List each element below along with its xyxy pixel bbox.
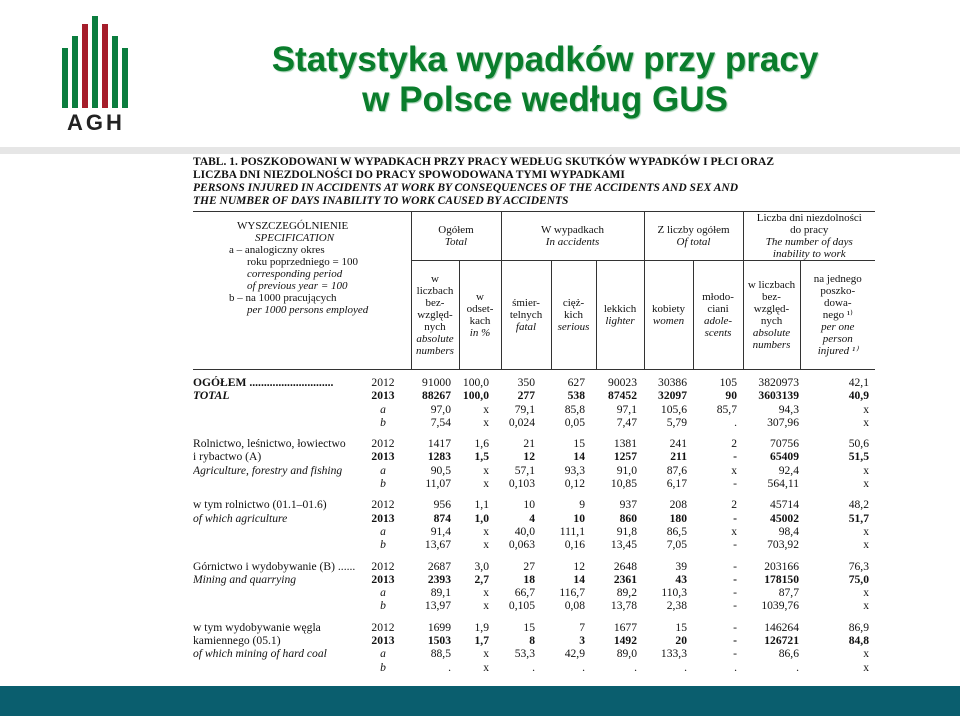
cell-value: 203166 xyxy=(764,559,799,573)
cell-value: x xyxy=(483,415,489,429)
row-label: Agriculture, forestry and fishing xyxy=(193,463,343,477)
cell-value: x xyxy=(731,524,737,538)
table-row xyxy=(193,376,875,389)
row-period: 2012 xyxy=(371,437,395,451)
cell-value: x xyxy=(863,586,869,600)
row-period: b xyxy=(380,415,386,429)
row-label: i rybactwo (A) xyxy=(193,450,262,464)
cell-value: 7,05 xyxy=(666,538,687,552)
cell-value: 1381 xyxy=(613,437,637,451)
cell-value: 85,8 xyxy=(564,402,585,416)
group-days-en-2: inability to work xyxy=(772,248,846,260)
cell-value: x xyxy=(483,538,489,552)
group-days xyxy=(743,212,875,261)
cell-value: 21 xyxy=(523,437,535,451)
group-in-acc-label: W wypadkach xyxy=(541,224,605,236)
cell-value: . xyxy=(582,660,585,674)
caption-en-1: PERSONS INJURED IN ACCIDENTS AT WORK BY CONSEQUENCES OF THE ACCIDENTS AND SEX AND xyxy=(193,182,739,194)
table-row xyxy=(193,389,875,402)
cell-value: 91000 xyxy=(422,376,451,389)
row-period: 2013 xyxy=(371,511,395,525)
row-label xyxy=(193,599,365,612)
cell-value: 1,1 xyxy=(474,498,489,512)
spec-a4: of previous year = 100 xyxy=(247,280,348,292)
cell-value: 0,024 xyxy=(508,415,535,429)
row-period: 2013 xyxy=(371,450,395,464)
cell-value: 86,9 xyxy=(848,620,869,634)
cell-value: 10 xyxy=(573,511,585,525)
cell-value: x xyxy=(483,524,489,538)
table-row xyxy=(193,661,875,674)
caption-pl-1: TABL. 1. POSZKODOWANI W WYPADKACH PRZY PRACY WEDŁUG SKUTKÓW WYPADKÓW I PŁCI ORAZ xyxy=(193,156,775,168)
cell-value: 211 xyxy=(670,450,687,464)
cell-value: 0,12 xyxy=(564,477,585,491)
cell-value: 538 xyxy=(567,389,585,403)
cell-value: 1503 xyxy=(427,634,451,648)
cell-value: 1,6 xyxy=(474,437,489,451)
cell-value: 42,9 xyxy=(564,647,585,661)
cell-value: - xyxy=(733,477,737,491)
spec-a2: roku poprzedniego = 100 xyxy=(247,256,358,268)
cell-value: 100,0 xyxy=(462,376,489,389)
cell-value: 79,1 xyxy=(514,402,535,416)
cell-value: 92,4 xyxy=(778,463,799,477)
cell-value: 45714 xyxy=(770,498,799,512)
cell-value: . xyxy=(684,660,687,674)
cell-value: 0,08 xyxy=(564,599,585,613)
cell-value: 105,6 xyxy=(660,402,687,416)
cell-value: 627 xyxy=(567,376,585,389)
table-row xyxy=(193,464,875,477)
cell-value: x xyxy=(863,524,869,538)
table-row xyxy=(193,599,875,612)
cell-value: 57,1 xyxy=(514,463,535,477)
row-label xyxy=(193,416,365,429)
cell-value: 50,6 xyxy=(848,437,869,451)
cell-value: - xyxy=(733,599,737,613)
row-period: a xyxy=(380,524,386,538)
cell-value: 13,67 xyxy=(424,538,451,552)
cell-value: - xyxy=(733,647,737,661)
cell-value: 89,0 xyxy=(616,647,637,661)
cell-value: 86,6 xyxy=(778,647,799,661)
caption-en-2: THE NUMBER OF DAYS INABILITY TO WORK CAUSED BY ACCIDENTS xyxy=(193,195,569,207)
col-percent: w odset- kach in % xyxy=(459,261,501,370)
cell-value: 87,7 xyxy=(778,586,799,600)
cell-value: 116,7 xyxy=(559,586,585,600)
cell-value: . xyxy=(634,660,637,674)
scanned-table xyxy=(193,156,875,684)
row-period: 2012 xyxy=(371,620,395,634)
cell-value: . xyxy=(448,660,451,674)
cell-value: x xyxy=(483,402,489,416)
row-label: Górnictwo i wydobywanie (B) ...... xyxy=(193,559,356,573)
cell-value: x xyxy=(483,463,489,477)
cell-value: 7,54 xyxy=(430,415,451,429)
cell-value: x xyxy=(483,647,489,661)
cell-value: 110,3 xyxy=(661,586,687,600)
cell-value: x xyxy=(483,586,489,600)
table-row xyxy=(193,573,875,586)
cell-value: 51,7 xyxy=(848,511,869,525)
group-in-accidents xyxy=(501,212,644,261)
footer-bar xyxy=(0,686,960,716)
cell-value: 91,0 xyxy=(616,463,637,477)
title-line-1: Statystyka wypadków przy pracy xyxy=(271,40,819,79)
cell-value: 40,9 xyxy=(848,389,869,403)
cell-value: 66,7 xyxy=(514,586,535,600)
cell-value: 133,3 xyxy=(660,647,687,661)
row-label: w tym rolnictwo (01.1–01.6) xyxy=(193,498,327,512)
table-row xyxy=(193,450,875,463)
cell-value: 208 xyxy=(669,498,687,512)
cell-value: 20 xyxy=(675,634,687,648)
group-total-label: Ogółem xyxy=(438,224,474,236)
table-row xyxy=(193,634,875,647)
row-period: b xyxy=(380,477,386,491)
cell-value: 0,105 xyxy=(508,599,535,613)
cell-value: 90,5 xyxy=(430,463,451,477)
spec-b2: per 1000 persons employed xyxy=(247,304,369,316)
cell-value: 91,8 xyxy=(616,524,637,538)
cell-value: 105 xyxy=(719,376,737,389)
cell-value: x xyxy=(483,660,489,674)
row-period: a xyxy=(380,586,386,600)
row-period: a xyxy=(380,402,386,416)
cell-value: - xyxy=(733,559,737,573)
cell-value: 27 xyxy=(523,559,535,573)
cell-value: - xyxy=(733,586,737,600)
cell-value: 1492 xyxy=(613,634,637,648)
cell-value: 2393 xyxy=(427,572,451,586)
cell-value: 39 xyxy=(675,559,687,573)
cell-value: 98,4 xyxy=(778,524,799,538)
row-period: 2013 xyxy=(371,572,395,586)
cell-value: x xyxy=(483,477,489,491)
cell-value: 1257 xyxy=(613,450,637,464)
cell-value: 1039,76 xyxy=(761,599,799,613)
spec-a3: corresponding period xyxy=(247,268,343,280)
group-of-total-label: Z liczby ogółem xyxy=(657,224,730,236)
group-days-1: Liczba dni niezdolności xyxy=(756,212,862,224)
spec-title-en: SPECIFICATION xyxy=(255,232,335,244)
cell-value: 87,6 xyxy=(666,463,687,477)
group-days-2: do pracy xyxy=(790,224,829,236)
cell-value: 30386 xyxy=(658,376,687,389)
col-serious: cięż- kich serious xyxy=(551,261,596,370)
col-lighter: lekkich lighter xyxy=(596,261,644,370)
cell-value: 14 xyxy=(573,450,585,464)
cell-value: 14 xyxy=(573,572,585,586)
cell-value: 0,103 xyxy=(508,477,535,491)
cell-value: 32097 xyxy=(658,389,687,403)
cell-value: 7 xyxy=(579,620,585,634)
cell-value: - xyxy=(733,572,737,586)
col-fatal: śmier- telnych fatal xyxy=(501,261,551,370)
cell-value: x xyxy=(731,463,737,477)
cell-value: 1,5 xyxy=(474,450,489,464)
cell-value: 94,3 xyxy=(778,402,799,416)
table-row xyxy=(193,647,875,660)
cell-value: . xyxy=(796,660,799,674)
cell-value: 88267 xyxy=(422,389,451,403)
cell-value: 1,0 xyxy=(474,511,489,525)
table-row xyxy=(193,490,875,511)
cell-value: 3 xyxy=(579,634,585,648)
cell-value: 3,0 xyxy=(474,559,489,573)
cell-value: 76,3 xyxy=(848,559,869,573)
cell-value: x xyxy=(863,463,869,477)
cell-value: 15 xyxy=(573,437,585,451)
col-days-absolute: w liczbach bez- względ- nych absolute numbers xyxy=(743,261,800,370)
table-row xyxy=(193,416,875,429)
cell-value: 0,063 xyxy=(508,538,535,552)
cell-value: 874 xyxy=(433,511,451,525)
cell-value: - xyxy=(733,450,737,464)
cell-value: 13,45 xyxy=(610,538,637,552)
group-total xyxy=(411,212,501,261)
row-label: of which mining of hard coal xyxy=(193,647,327,661)
cell-value: x xyxy=(863,477,869,491)
cell-value: 15 xyxy=(675,620,687,634)
cell-value: 91,4 xyxy=(430,524,451,538)
data-rows xyxy=(193,376,875,674)
row-label: Mining and quarrying xyxy=(193,572,297,586)
cell-value: 45002 xyxy=(770,511,799,525)
cell-value: 277 xyxy=(517,389,535,403)
cell-value: 2,38 xyxy=(666,599,687,613)
col-absolute: w liczbach bez- względ- nych absolute numbers xyxy=(411,261,459,370)
cell-value: 43 xyxy=(675,572,687,586)
table-row xyxy=(193,525,875,538)
row-period: 2013 xyxy=(371,634,395,648)
table-row xyxy=(193,429,875,450)
cell-value: 0,16 xyxy=(564,538,585,552)
row-label: of which agriculture xyxy=(193,511,288,525)
row-label xyxy=(193,525,365,538)
cell-value: 6,17 xyxy=(666,477,687,491)
cell-value: 97,0 xyxy=(430,402,451,416)
agh-logo xyxy=(56,14,136,138)
cell-value: 180 xyxy=(669,511,687,525)
spec-header xyxy=(193,212,411,370)
row-label: w tym wydobywanie węgla xyxy=(193,620,321,634)
table-row xyxy=(193,613,875,634)
row-period: b xyxy=(380,660,386,674)
cell-value: - xyxy=(733,634,737,648)
table-body xyxy=(193,376,875,674)
spec-title: WYSZCZEGÓLNIENIE xyxy=(237,220,349,232)
cell-value: 65409 xyxy=(770,450,799,464)
cell-value: x xyxy=(863,660,869,674)
cell-value: x xyxy=(863,402,869,416)
table-row xyxy=(193,403,875,416)
cell-value: 178150 xyxy=(764,572,799,586)
table-row xyxy=(193,477,875,490)
cell-value: 2 xyxy=(731,437,737,451)
row-period: 2012 xyxy=(371,559,395,573)
cell-value: 8 xyxy=(529,634,535,648)
cell-value: x xyxy=(863,647,869,661)
group-total-en: Total xyxy=(444,236,468,248)
cell-value: 12 xyxy=(523,450,535,464)
cell-value: 70756 xyxy=(770,437,799,451)
cell-value: 89,2 xyxy=(616,586,637,600)
title-line-2: w Polsce według GUS xyxy=(362,80,728,119)
cell-value: 100,0 xyxy=(462,389,489,403)
column-header xyxy=(193,211,875,370)
cell-value: - xyxy=(733,511,737,525)
cell-value: 111,1 xyxy=(559,524,585,538)
row-label xyxy=(193,477,365,490)
slide-title xyxy=(160,40,930,120)
cell-value: . xyxy=(734,415,737,429)
cell-value: 13,78 xyxy=(610,599,637,613)
cell-value: 126721 xyxy=(764,634,799,648)
cell-value: 703,92 xyxy=(767,538,799,552)
cell-value: 12 xyxy=(573,559,585,573)
cell-value: 1417 xyxy=(427,437,451,451)
col-days-per-one: na jednego poszko- dowa- nego ¹⁾ per one person injured ¹⁾ xyxy=(800,261,875,370)
cell-value: 10,85 xyxy=(610,477,637,491)
cell-value: 15 xyxy=(523,620,535,634)
cell-value: 87452 xyxy=(608,389,637,403)
row-period: a xyxy=(380,463,386,477)
row-period: a xyxy=(380,647,386,661)
cell-value: 2687 xyxy=(427,559,451,573)
group-of-total xyxy=(644,212,743,261)
cell-value: 89,1 xyxy=(430,586,451,600)
cell-value: 1677 xyxy=(613,620,637,634)
cell-value: 0,05 xyxy=(564,415,585,429)
cell-value: 307,96 xyxy=(767,415,799,429)
group-of-total-en: Of total xyxy=(676,236,711,248)
row-label xyxy=(193,403,365,416)
cell-value: 3603139 xyxy=(758,389,799,403)
cell-value: 48,2 xyxy=(848,498,869,512)
cell-value: 85,7 xyxy=(716,402,737,416)
cell-value: 13,97 xyxy=(424,599,451,613)
table-row xyxy=(193,586,875,599)
cell-value: 88,5 xyxy=(430,647,451,661)
cell-value: - xyxy=(733,538,737,552)
cell-value: 10 xyxy=(523,498,535,512)
logo-text: AGH xyxy=(67,110,125,135)
cell-value: 1283 xyxy=(427,450,451,464)
cell-value: 2 xyxy=(731,498,737,512)
table-row xyxy=(193,512,875,525)
row-period: b xyxy=(380,538,386,552)
cell-value: - xyxy=(733,620,737,634)
cell-value: 18 xyxy=(523,572,535,586)
cell-value: x xyxy=(863,415,869,429)
cell-value: 2361 xyxy=(613,572,637,586)
cell-value: x xyxy=(863,538,869,552)
group-in-acc-en: In accidents xyxy=(545,236,600,248)
row-period: 2012 xyxy=(371,376,395,389)
row-period: b xyxy=(380,599,386,613)
table-caption xyxy=(193,156,875,208)
table-row xyxy=(193,552,875,573)
cell-value: 146264 xyxy=(764,620,799,634)
cell-value: 3820973 xyxy=(758,376,799,389)
row-period: 2013 xyxy=(371,389,395,403)
cell-value: 40,0 xyxy=(514,524,535,538)
group-days-en-1: The number of days xyxy=(765,236,853,248)
cell-value: 75,0 xyxy=(848,572,869,586)
cell-value: 564,11 xyxy=(767,477,799,491)
spec-a1: a – analogiczny okres xyxy=(229,244,325,256)
col-adolescents: młodo- ciani adole- scents xyxy=(693,261,743,370)
col-women: kobiety women xyxy=(644,261,693,370)
row-label: OGÓŁEM ............................. xyxy=(193,376,334,389)
cell-value: 90 xyxy=(725,389,737,403)
cell-value: 84,8 xyxy=(848,634,869,648)
cell-value: 93,3 xyxy=(564,463,585,477)
cell-value: 241 xyxy=(669,437,687,451)
cell-value: 937 xyxy=(619,498,637,512)
caption-pl-2: LICZBA DNI NIEZDOLNOŚCI DO PRACY SPOWODOWANA TYMI WYPADKAMI xyxy=(193,169,625,181)
row-label xyxy=(193,586,365,599)
cell-value: 2,7 xyxy=(474,572,489,586)
cell-value: 1699 xyxy=(427,620,451,634)
divider-bar xyxy=(0,147,960,154)
row-label: TOTAL xyxy=(193,389,230,403)
cell-value: . xyxy=(734,660,737,674)
cell-value: 11,07 xyxy=(425,477,451,491)
cell-value: 5,79 xyxy=(666,415,687,429)
cell-value: 86,5 xyxy=(666,524,687,538)
cell-value: 97,1 xyxy=(616,402,637,416)
cell-value: 42,1 xyxy=(848,376,869,389)
spec-b1: b – na 1000 pracujących xyxy=(229,292,337,304)
cell-value: 2648 xyxy=(613,559,637,573)
row-label xyxy=(193,661,365,674)
cell-value: 53,3 xyxy=(514,647,535,661)
row-period: 2012 xyxy=(371,498,395,512)
cell-value: 7,47 xyxy=(616,415,637,429)
cell-value: x xyxy=(863,599,869,613)
table-row xyxy=(193,538,875,551)
cell-value: . xyxy=(532,660,535,674)
cell-value: 4 xyxy=(529,511,535,525)
row-label: kamiennego (05.1) xyxy=(193,634,281,648)
cell-value: 51,5 xyxy=(848,450,869,464)
cell-value: 90023 xyxy=(608,376,637,389)
cell-value: 1,9 xyxy=(474,620,489,634)
cell-value: 860 xyxy=(619,511,637,525)
row-label xyxy=(193,538,365,551)
cell-value: x xyxy=(483,599,489,613)
cell-value: 350 xyxy=(517,376,535,389)
cell-value: 1,7 xyxy=(474,634,489,648)
row-label: Rolnictwo, leśnictwo, łowiectwo xyxy=(193,437,346,451)
cell-value: 956 xyxy=(433,498,451,512)
cell-value: 9 xyxy=(579,498,585,512)
